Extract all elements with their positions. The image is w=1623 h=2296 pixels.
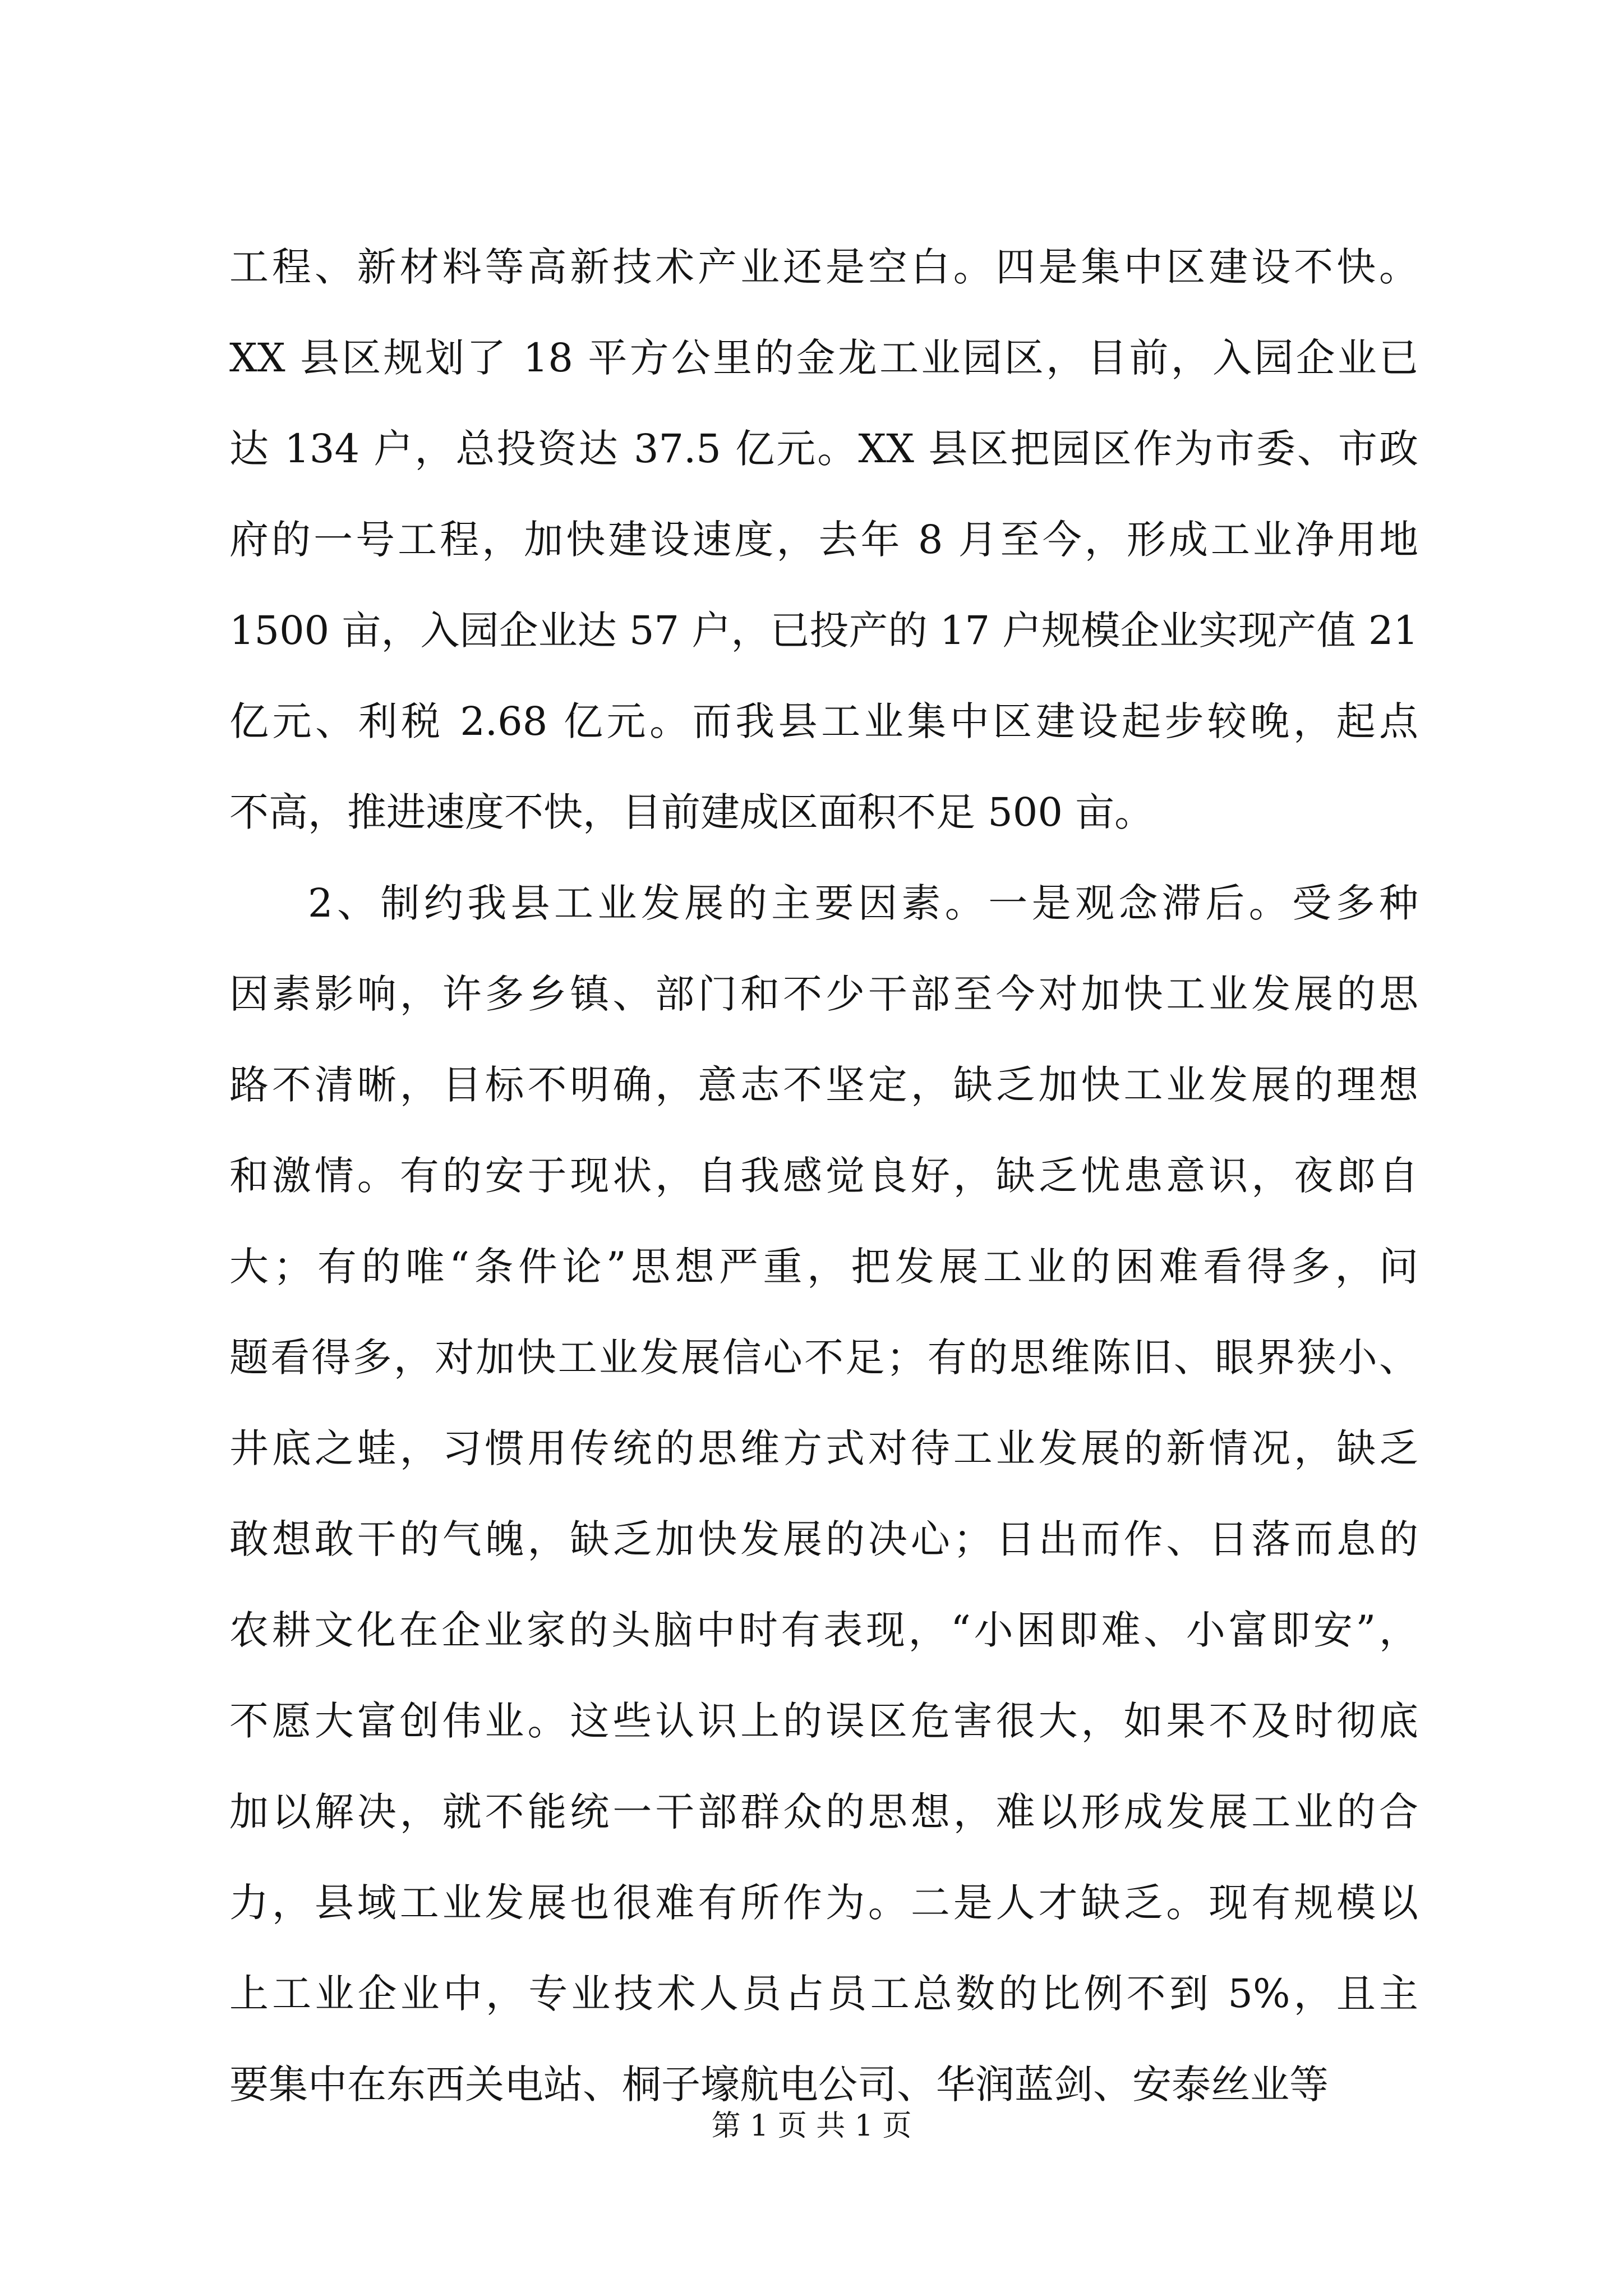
text-line: 井底之蛙，习惯用传统的思维方式对待工业发展的新情况，缺乏 (229, 1425, 1418, 1471)
text-line: 2、制约我县工业发展的主要因素。一是观念滞后。受多种 (308, 880, 1418, 926)
text-line: 因素影响，许多乡镇、部门和不少干部至今对加快工业发展的思 (229, 971, 1418, 1017)
text-line: 府的一号工程，加快建设速度，去年 8 月至今，形成工业净用地 (229, 517, 1418, 563)
text-line: 题看得多，对加快工业发展信心不足；有的思维陈旧、眼界狭小、 (229, 1335, 1418, 1381)
text-line: 要集中在东西关电站、桐子壕航电公司、华润蓝剑、安泰丝业等 (229, 2062, 1329, 2108)
paragraph (229, 858, 1418, 2130)
text-line: 达 134 户，总投资达 37.5 亿元。XX 县区把园区作为市委、市政 (229, 426, 1418, 472)
document-body (229, 222, 1418, 2130)
text-line: 亿元、利税 2.68 亿元。而我县工业集中区建设起步较晚，起点 (229, 698, 1418, 744)
page-footer: 第 1 页 共 1 页 (711, 2109, 912, 2143)
text-line: 1500 亩，入园企业达 57 户，已投产的 17 户规模企业实现产值 21 (229, 608, 1418, 654)
text-line: 工程、新材料等高新技术产业还是空白。四是集中区建设不快。 (229, 244, 1418, 290)
text-line: 农耕文化在企业家的头脑中时有表现，“小困即难、小富即安”， (229, 1607, 1418, 1653)
text-line: 不高，推进速度不快，目前建成区面积不足 500 亩。 (229, 789, 1154, 835)
text-line: 路不清晰，目标不明确，意志不坚定，缺乏加快工业发展的理想 (229, 1062, 1418, 1108)
text-line: 敢想敢干的气魄，缺乏加快发展的决心；日出而作、日落而息的 (229, 1516, 1418, 1562)
text-line: 加以解决，就不能统一干部群众的思想，难以形成发展工业的合 (229, 1789, 1418, 1835)
text-line: 不愿大富创伟业。这些认识上的误区危害很大，如果不及时彻底 (229, 1698, 1418, 1744)
paragraph (229, 222, 1418, 858)
text-line: 大；有的唯“条件论”思想严重，把发展工业的困难看得多，问 (229, 1244, 1418, 1290)
text-line: XX 县区规划了 18 平方公里的金龙工业园区，目前，入园企业已 (229, 335, 1418, 381)
text-line: 力，县域工业发展也很难有所作为。二是人才缺乏。现有规模以 (229, 1880, 1418, 1926)
text-line: 和激情。有的安于现状，自我感觉良好，缺乏忧患意识，夜郎自 (229, 1153, 1418, 1199)
text-line: 上工业企业中，专业技术人员占员工总数的比例不到 5%，且主 (229, 1971, 1418, 2017)
